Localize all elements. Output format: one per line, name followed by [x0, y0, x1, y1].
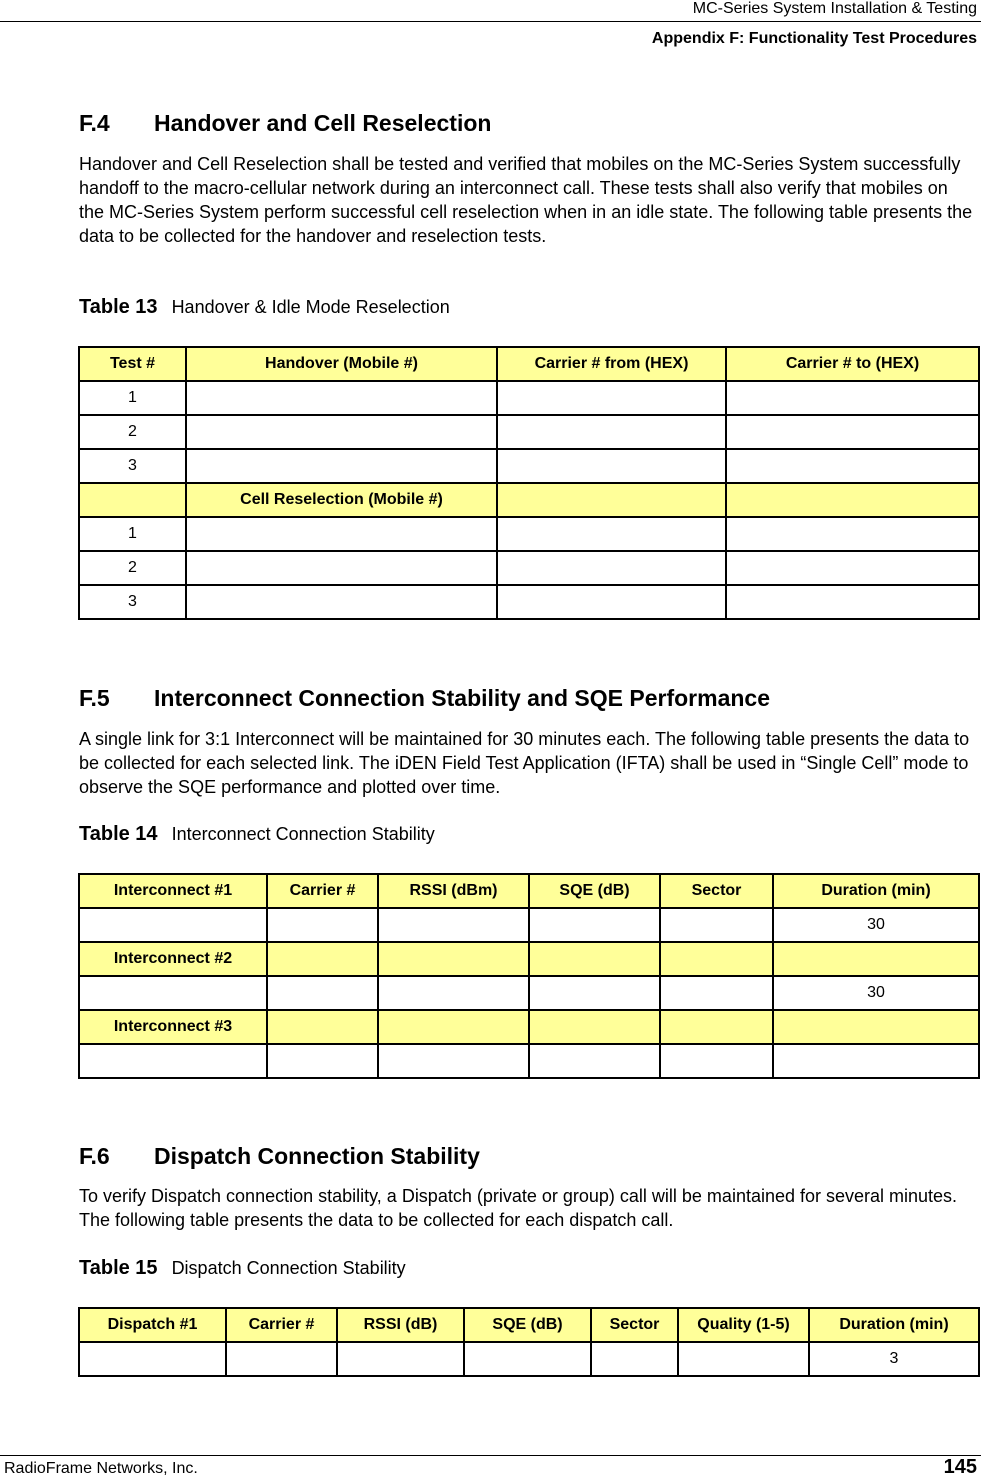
header-cell: Handover (Mobile #)	[186, 347, 497, 381]
input-cell[interactable]	[726, 415, 979, 449]
input-cell[interactable]	[726, 551, 979, 585]
header-cell: SQE (dB)	[529, 874, 660, 908]
input-cell[interactable]	[660, 976, 773, 1010]
table-13-caption	[79, 296, 450, 319]
table-title: Dispatch Connection Stability	[171, 1258, 406, 1278]
header-cell: Carrier #	[267, 874, 378, 908]
section-f5-heading	[79, 685, 770, 712]
input-cell[interactable]	[79, 976, 267, 1010]
running-header-appendix: Appendix F: Functionality Test Procedures	[651, 30, 977, 47]
section-number: F.4	[79, 110, 110, 136]
input-cell[interactable]	[267, 908, 378, 942]
input-cell[interactable]	[186, 449, 497, 483]
table-row	[79, 517, 979, 551]
table-row	[79, 551, 979, 585]
table-14-caption	[79, 823, 435, 846]
table-row	[79, 585, 979, 619]
table-subheader-row	[79, 483, 979, 517]
input-cell[interactable]	[267, 976, 378, 1010]
header-cell: Quality (1-5)	[678, 1308, 809, 1342]
header-cell: Sector	[591, 1308, 678, 1342]
section-f4-body: Handover and Cell Reselection shall be tested and verified that mobiles on the MC-Series System successfully handoff to the macro-cellular network during an interconnect call. These tests shall also verify that mobiles on the MC-Series System perform successful cell reselection when in an idle state. The following table presents the data to be collected for the handover and reselection tests.	[79, 154, 973, 246]
section-title: Dispatch Connection Stability	[154, 1143, 480, 1169]
input-cell[interactable]	[186, 517, 497, 551]
input-cell[interactable]	[726, 517, 979, 551]
header-cell: Interconnect #1	[79, 874, 267, 908]
header-cell	[529, 1010, 660, 1044]
header-cell	[773, 942, 979, 976]
table-header-row	[79, 347, 979, 381]
table-header-row	[79, 874, 979, 908]
input-cell[interactable]	[660, 908, 773, 942]
input-cell[interactable]	[79, 1342, 226, 1376]
section-title: Handover and Cell Reselection	[154, 110, 492, 136]
page-number: 145	[943, 1456, 977, 1478]
section-f6-body: To verify Dispatch connection stability, a Dispatch (private or group) call will be maintained for several minutes. The following table presents the data to be collected for each dispatch call.	[79, 1186, 958, 1230]
header-cell	[660, 1010, 773, 1044]
section-f6-heading	[79, 1143, 480, 1170]
table-subheader-row	[79, 942, 979, 976]
input-cell[interactable]	[529, 908, 660, 942]
section-number: F.6	[79, 1143, 110, 1169]
input-cell[interactable]	[497, 517, 726, 551]
input-cell[interactable]	[267, 1044, 378, 1078]
input-cell[interactable]	[660, 1044, 773, 1078]
table-row	[79, 976, 979, 1010]
input-cell[interactable]	[226, 1342, 337, 1376]
input-cell[interactable]	[79, 908, 267, 942]
row-number: 1	[79, 381, 186, 415]
table-title: Interconnect Connection Stability	[171, 824, 435, 844]
header-cell	[660, 942, 773, 976]
header-cell	[378, 942, 529, 976]
input-cell[interactable]	[186, 551, 497, 585]
input-cell[interactable]	[378, 908, 529, 942]
input-cell[interactable]	[529, 1044, 660, 1078]
handover-table	[78, 346, 980, 620]
footer-company: RadioFrame Networks, Inc.	[4, 1460, 198, 1477]
table-label: Table 15	[79, 1257, 158, 1279]
row-number: 2	[79, 415, 186, 449]
row-number: 3	[79, 449, 186, 483]
table-row	[79, 449, 979, 483]
footer-divider	[0, 1455, 981, 1456]
row-number: 2	[79, 551, 186, 585]
table-label: Table 14	[79, 823, 158, 845]
section-number: F.5	[79, 685, 110, 711]
header-cell	[773, 1010, 979, 1044]
interconnect-table	[78, 873, 980, 1079]
header-divider	[0, 21, 981, 22]
section-f4-heading	[79, 110, 491, 137]
header-cell: Sector	[660, 874, 773, 908]
duration-cell: 30	[773, 976, 979, 1010]
table-row	[79, 1044, 979, 1078]
section-title: Interconnect Connection Stability and SQE Performance	[154, 685, 771, 711]
header-cell: RSSI (dBm)	[378, 874, 529, 908]
input-cell[interactable]	[773, 1044, 979, 1078]
table-row	[79, 1342, 979, 1376]
header-cell: Carrier # to (HEX)	[726, 347, 979, 381]
header-cell: Test #	[79, 347, 186, 381]
header-cell: Carrier # from (HEX)	[497, 347, 726, 381]
input-cell[interactable]	[726, 381, 979, 415]
table-label: Table 13	[79, 296, 158, 318]
table-15-caption	[79, 1257, 406, 1280]
header-cell: Cell Reselection (Mobile #)	[186, 483, 497, 517]
input-cell[interactable]	[186, 585, 497, 619]
input-cell[interactable]	[464, 1342, 591, 1376]
running-header-title: MC-Series System Installation & Testing	[692, 0, 977, 17]
row-number: 1	[79, 517, 186, 551]
row-number: 3	[79, 585, 186, 619]
input-cell[interactable]	[497, 585, 726, 619]
input-cell[interactable]	[678, 1342, 809, 1376]
input-cell[interactable]	[497, 551, 726, 585]
input-cell[interactable]	[497, 415, 726, 449]
header-cell: Duration (min)	[809, 1308, 979, 1342]
header-cell: RSSI (dB)	[337, 1308, 464, 1342]
input-cell[interactable]	[529, 976, 660, 1010]
input-cell[interactable]	[591, 1342, 678, 1376]
table-row	[79, 415, 979, 449]
input-cell[interactable]	[497, 449, 726, 483]
header-cell: Carrier #	[226, 1308, 337, 1342]
header-cell	[79, 483, 186, 517]
input-cell[interactable]	[726, 449, 979, 483]
input-cell[interactable]	[378, 1044, 529, 1078]
header-cell: Duration (min)	[773, 874, 979, 908]
header-cell	[497, 483, 726, 517]
table-title: Handover & Idle Mode Reselection	[171, 297, 450, 317]
header-cell	[267, 1010, 378, 1044]
table-row	[79, 908, 979, 942]
dispatch-table	[78, 1307, 980, 1377]
header-cell	[726, 483, 979, 517]
header-cell: Interconnect #2	[79, 942, 267, 976]
input-cell[interactable]	[497, 381, 726, 415]
input-cell[interactable]	[79, 1044, 267, 1078]
header-cell: SQE (dB)	[464, 1308, 591, 1342]
header-cell	[378, 1010, 529, 1044]
header-cell: Interconnect #3	[79, 1010, 267, 1044]
duration-cell: 3	[809, 1342, 979, 1376]
input-cell[interactable]	[186, 381, 497, 415]
input-cell[interactable]	[378, 976, 529, 1010]
duration-cell: 30	[773, 908, 979, 942]
input-cell[interactable]	[726, 585, 979, 619]
input-cell[interactable]	[337, 1342, 464, 1376]
input-cell[interactable]	[186, 415, 497, 449]
header-cell	[267, 942, 378, 976]
header-cell: Dispatch #1	[79, 1308, 226, 1342]
section-f5-body: A single link for 3:1 Interconnect will be maintained for 30 minutes each. The following table presents the data to be collected for each selected link. The iDEN Field Test Application (IFTA) shall be used in “Single Cell” mode to observe the SQE performance and plotted over time.	[79, 729, 970, 797]
header-cell	[529, 942, 660, 976]
table-header-row	[79, 1308, 979, 1342]
table-subheader-row	[79, 1010, 979, 1044]
table-row	[79, 381, 979, 415]
